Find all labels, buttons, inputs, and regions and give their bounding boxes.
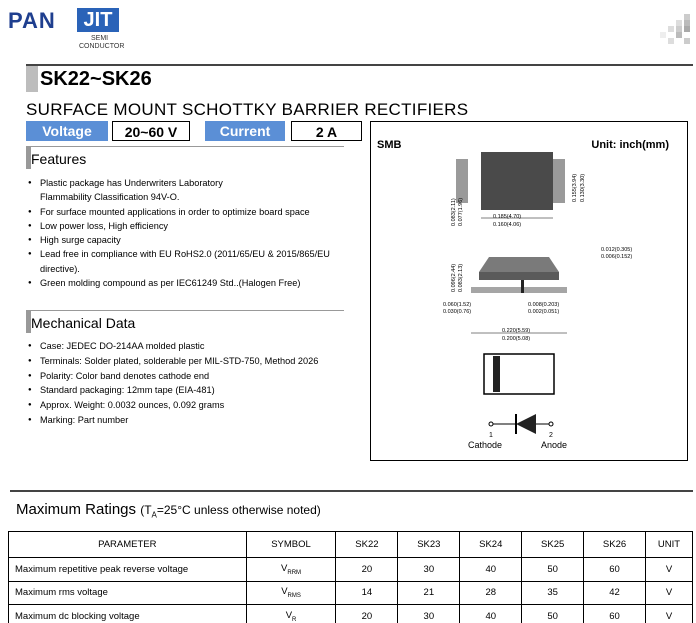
table-row bbox=[9, 558, 693, 582]
mechanical-item: ● Case: JEDEC DO-214AA molded plastic bbox=[28, 339, 318, 354]
feature-item: ● For surface mounted applications in order to optimize board space bbox=[28, 205, 330, 219]
page-subtitle: SURFACE MOUNT SCHOTTKY BARRIER RECTIFIERS bbox=[26, 100, 469, 119]
logo-subtitle bbox=[79, 35, 124, 51]
value-cell: 28 bbox=[460, 581, 522, 605]
cond-prefix: (T bbox=[140, 503, 152, 517]
cathode-label: Cathode bbox=[468, 440, 503, 450]
dim-o2: 0.200(5.08) bbox=[502, 336, 531, 342]
ratings-condition bbox=[140, 503, 321, 520]
current-label: Current bbox=[205, 121, 285, 141]
page-title: SK22~SK26 bbox=[40, 68, 152, 90]
logo-semi: SEMI bbox=[91, 35, 109, 42]
dim-o1: 0.220(5.59) bbox=[502, 328, 531, 334]
table-row bbox=[9, 605, 693, 623]
header-cell: SK22 bbox=[336, 532, 398, 558]
dim-t2: 0.006(0.152) bbox=[601, 254, 633, 260]
value-cell: 30 bbox=[398, 558, 460, 582]
logo-conductor: CONDUCTOR bbox=[79, 43, 125, 50]
voltage-label: Voltage bbox=[26, 121, 108, 141]
symbol-sub: RMS bbox=[287, 593, 301, 600]
mechanical-item: ● Marking: Part number bbox=[28, 413, 318, 428]
symbol-cell bbox=[246, 558, 336, 582]
pin1-terminal bbox=[489, 422, 493, 426]
dim-h1: 0.155(3.94) bbox=[572, 173, 578, 202]
grid-pattern-icon bbox=[654, 14, 694, 48]
value-cell: 50 bbox=[522, 605, 584, 623]
param-cell: Maximum dc blocking voltage bbox=[9, 605, 247, 623]
symbol-cell bbox=[246, 605, 336, 623]
side-body-top bbox=[479, 257, 559, 272]
top-body bbox=[481, 152, 553, 210]
dim-s2: 0.083(2.13) bbox=[458, 263, 464, 292]
dim-l1: 0.083(2.11) bbox=[451, 198, 457, 226]
header-cell: SK24 bbox=[460, 532, 522, 558]
top-lead-left bbox=[456, 159, 468, 203]
unit-cell: V bbox=[646, 558, 693, 582]
unit-cell: V bbox=[646, 605, 693, 623]
cond-sub: A bbox=[151, 510, 157, 520]
pin2-number: 2 bbox=[549, 432, 553, 439]
dim-p2: 0.030(0.76) bbox=[443, 309, 472, 315]
title-accent bbox=[26, 66, 38, 92]
logo-jit: JIT bbox=[77, 8, 119, 32]
features-list bbox=[28, 176, 330, 290]
feature-item: ● Low power loss, High efficiency bbox=[28, 219, 330, 233]
value-cell: 14 bbox=[336, 581, 398, 605]
dim-w2: 0.160(4.06) bbox=[493, 222, 522, 228]
side-center-lead bbox=[521, 280, 524, 293]
value-cell: 40 bbox=[460, 558, 522, 582]
value-cell: 60 bbox=[584, 558, 646, 582]
ratings-title-line bbox=[16, 501, 321, 519]
header-cell: PARAMETER bbox=[9, 532, 247, 558]
symbol-main: V bbox=[285, 609, 293, 621]
side-leads bbox=[471, 287, 567, 293]
ratings-title: Maximum Ratings bbox=[16, 501, 137, 518]
symbol-main: V bbox=[281, 562, 288, 574]
feature-item: directive). bbox=[40, 263, 80, 274]
value-cell: 60 bbox=[584, 605, 646, 623]
mechanical-title: Mechanical Data bbox=[31, 315, 136, 331]
header-cell: SK23 bbox=[398, 532, 460, 558]
mechanical-header bbox=[26, 310, 344, 334]
current-value: 2 A bbox=[291, 121, 362, 141]
header-cell: SK26 bbox=[584, 532, 646, 558]
package-drawing-box bbox=[370, 121, 688, 461]
mechanical-item: ● Polarity: Color band denotes cathode end bbox=[28, 369, 318, 384]
features-header bbox=[26, 146, 344, 170]
feature-item: ● Green molding compound as per IEC61249 Std..(Halogen Free) bbox=[28, 276, 330, 290]
symbol-sub: R bbox=[292, 616, 297, 623]
value-cell: 20 bbox=[336, 558, 398, 582]
mechanical-item: ● Approx. Weight: 0.0032 ounces, 0.092 grams bbox=[28, 398, 318, 413]
value-cell: 21 bbox=[398, 581, 460, 605]
table-header-row bbox=[9, 532, 693, 558]
dim-q2: 0.002(0.051) bbox=[528, 309, 560, 315]
param-cell: Maximum rms voltage bbox=[9, 581, 247, 605]
cond-suffix: =25°C unless otherwise noted) bbox=[156, 503, 321, 517]
mechanical-list bbox=[28, 339, 318, 428]
package-outline-drawing bbox=[371, 122, 689, 462]
pin2-terminal bbox=[549, 422, 553, 426]
symbol-main: V bbox=[281, 586, 288, 598]
top-lead-right bbox=[553, 159, 565, 203]
header-cell: UNIT bbox=[646, 532, 693, 558]
dim-q1: 0.008(0.203) bbox=[528, 302, 560, 308]
value-cell: 50 bbox=[522, 558, 584, 582]
symbol-sub: RRM bbox=[287, 569, 302, 576]
value-cell: 40 bbox=[460, 605, 522, 623]
table-row bbox=[9, 581, 693, 605]
ratings-table bbox=[8, 531, 693, 623]
param-cell: Maximum repetitive peak reverse voltage bbox=[9, 558, 247, 582]
mechanical-item: ● Standard packaging: 12mm tape (EIA-481) bbox=[28, 383, 318, 398]
value-cell: 42 bbox=[584, 581, 646, 605]
package-name: SMB bbox=[377, 139, 402, 151]
feature-item: Flammability Classification 94V-O. bbox=[40, 192, 180, 203]
package-unit: Unit: inch(mm) bbox=[591, 139, 669, 151]
value-cell: 30 bbox=[398, 605, 460, 623]
dim-w1: 0.185(4.70) bbox=[493, 214, 522, 220]
dim-l2: 0.077(1.96) bbox=[458, 197, 464, 226]
pin1-number: 1 bbox=[489, 432, 493, 439]
anode-label: Anode bbox=[541, 440, 568, 450]
mechanical-item: ● Terminals: Solder plated, solderable per MIL-STD-750, Method 2026 bbox=[28, 354, 318, 369]
logo-pan: PAN bbox=[8, 8, 56, 33]
side-body bbox=[479, 272, 559, 280]
unit-cell: V bbox=[646, 581, 693, 605]
header-cell: SYMBOL bbox=[246, 532, 336, 558]
dim-p1: 0.060(1.52) bbox=[443, 302, 472, 308]
value-cell: 20 bbox=[336, 605, 398, 623]
dim-s1: 0.096(2.44) bbox=[451, 263, 457, 292]
header-cell: SK25 bbox=[522, 532, 584, 558]
dim-t1: 0.012(0.305) bbox=[601, 247, 633, 253]
dim-h2: 0.130(3.30) bbox=[580, 173, 586, 202]
feature-item: ● Plastic package has Underwriters Laboratory bbox=[28, 176, 330, 190]
feature-item: ● High surge capacity bbox=[28, 233, 330, 247]
feature-item: ● Lead free in compliance with EU RoHS2.0 (2011/65/EU & 2015/865/EU bbox=[28, 247, 330, 261]
features-title: Features bbox=[31, 151, 87, 167]
diode-triangle bbox=[516, 414, 536, 434]
voltage-value: 20~60 V bbox=[112, 121, 190, 141]
symbol-cell bbox=[246, 581, 336, 605]
value-cell: 35 bbox=[522, 581, 584, 605]
cathode-band bbox=[493, 356, 500, 392]
